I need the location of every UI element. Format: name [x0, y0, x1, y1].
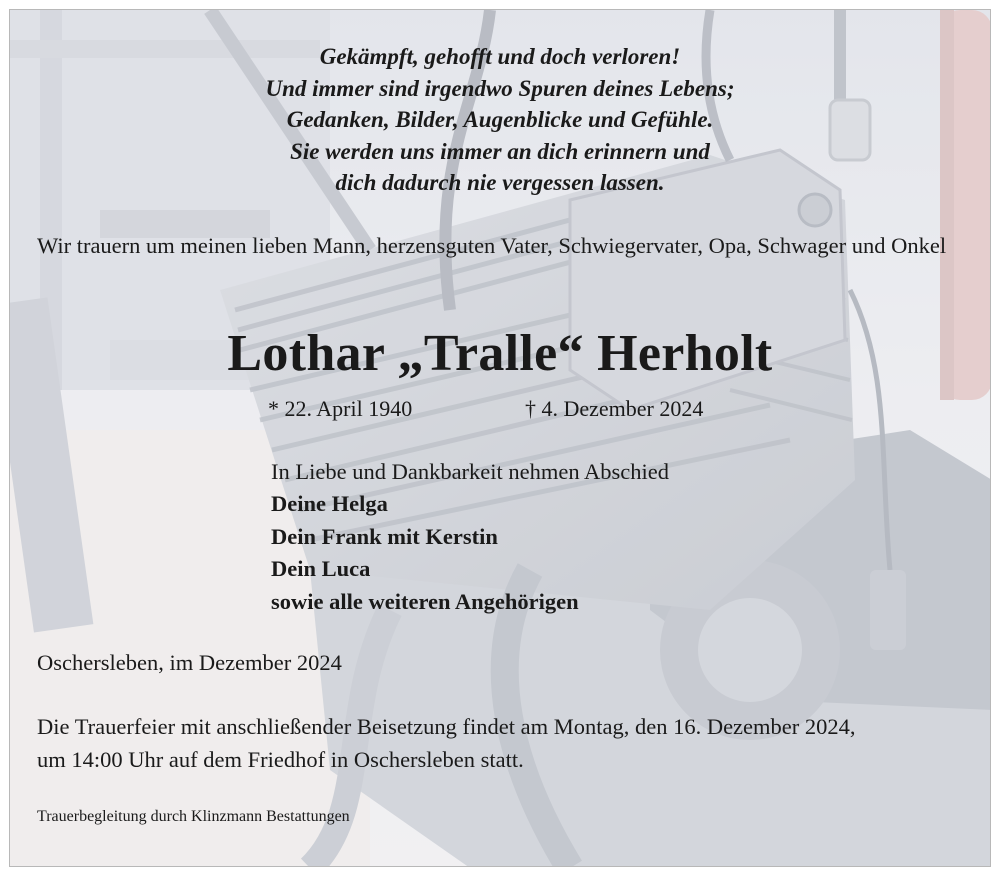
mourner-name: Deine Helga: [271, 491, 388, 516]
poem-line: Gekämpft, gehofft und doch verloren!: [319, 44, 681, 69]
funeral-details: [37, 710, 856, 776]
poem-line: dich dadurch nie vergessen lassen.: [335, 170, 665, 195]
birth-date: * 22. April 1940: [268, 396, 413, 421]
death-date: † 4. Dezember 2024: [525, 396, 704, 421]
deceased-name: Lothar „Tralle“ Herholt: [227, 325, 773, 382]
mourning-intro: Wir trauern um meinen lieben Mann, herzensguten Vater, Schwiegervater, Opa, Schwager und Onkel: [37, 233, 947, 258]
mourner-name: Dein Luca: [271, 556, 371, 581]
poem-line: Sie werden uns immer an dich erinnern und: [290, 138, 710, 164]
mourners-list: [271, 488, 579, 618]
funeral-line: um 14:00 Uhr auf dem Friedhof in Oschersleben statt.: [37, 747, 524, 772]
mourner-name: Dein Frank mit Kerstin: [271, 523, 498, 549]
mourner-name: sowie alle weiteren Angehörigen: [271, 588, 579, 614]
poem-line: Und immer sind irgendwo Spuren deines Lebens;: [265, 75, 735, 101]
memorial-poem: [0, 41, 1000, 199]
poem-line: Gedanken, Bilder, Augenblicke und Gefühle.: [286, 107, 714, 132]
place-and-date: Oschersleben, im Dezember 2024: [37, 650, 342, 675]
funeral-line: Die Trauerfeier mit anschließender Beisetzung findet am Montag, den 16. Dezember 2024,: [37, 714, 856, 739]
undertaker-credit: Trauerbegleitung durch Klinzmann Bestattungen: [37, 808, 350, 825]
farewell-intro: In Liebe und Dankbarkeit nehmen Abschied: [271, 459, 670, 484]
